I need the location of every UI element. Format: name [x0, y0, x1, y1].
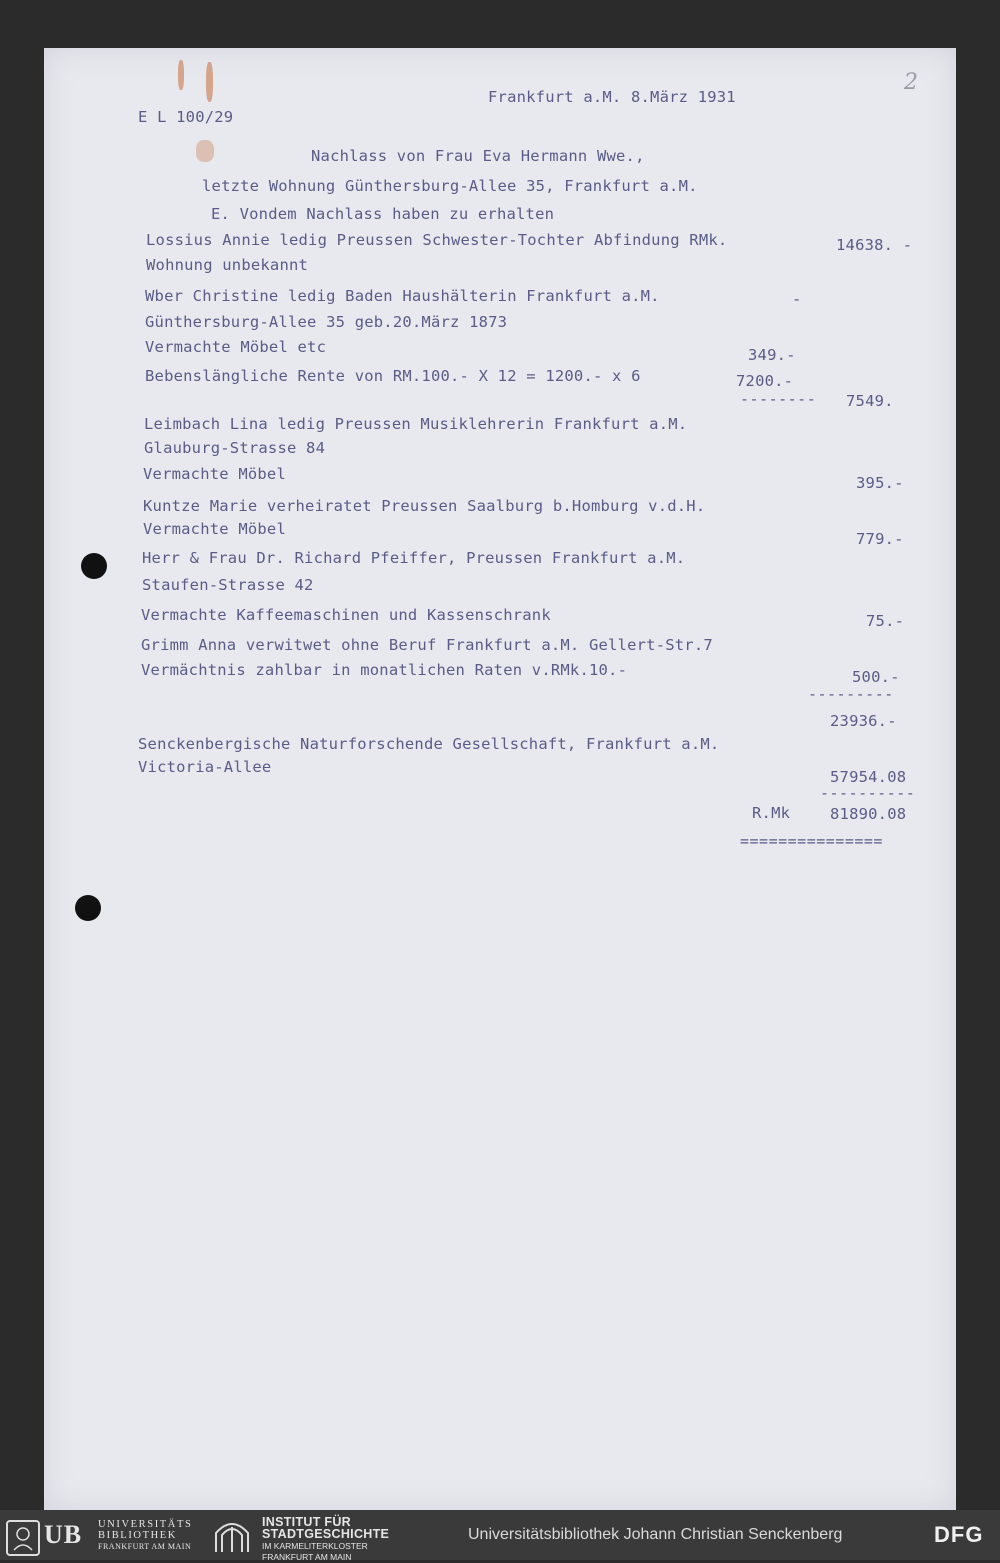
total-label: R.Mk: [752, 804, 791, 822]
punch-hole: [75, 895, 101, 921]
entry-text: Günthersburg-Allee 35 geb.20.März 1873: [145, 313, 508, 331]
entry-text: Vermachte Kaffeemaschinen und Kassenschrank: [141, 606, 551, 624]
heading-recipients: E. Vondem Nachlass haben zu erhalten: [211, 205, 555, 223]
subtotal-amount: 23936.-: [830, 712, 897, 730]
entry-amount: 57954.08: [830, 768, 907, 786]
double-rule: ===============: [740, 832, 883, 850]
entry-text: Grimm Anna verwitwet ohne Beruf Frankfurt a.M. Gellert-Str.7: [141, 636, 713, 654]
entry-text: Lossius Annie ledig Preussen Schwester-Tochter Abfindung RMk.: [146, 231, 728, 249]
entry-text: Wohnung unbekannt: [146, 256, 309, 274]
ub-logo-mark: UB: [44, 1520, 83, 1549]
entry-amount: 500.-: [852, 668, 900, 686]
entry-text: Glauburg-Strasse 84: [144, 439, 326, 457]
ub-emblem-icon: [6, 1520, 40, 1556]
entry-sub-amount: 7200.-: [736, 372, 794, 390]
entry-text: Bebenslängliche Rente von RM.100.- X 12 = 1200.- x 6: [145, 367, 641, 385]
entry-text: Vermachte Möbel etc: [145, 338, 327, 356]
sub-rule: --------: [740, 390, 817, 408]
total-amount: 81890.08: [830, 805, 907, 823]
footer-bar: [0, 1510, 1000, 1560]
sum-rule: ----------: [820, 784, 916, 802]
entry-text: Senckenbergische Naturforschende Gesellschaft, Frankfurt a.M.: [138, 735, 720, 753]
isg-name: INSTITUT FÜR STADTGESCHICHTE IM KARMELITERKLOSTER FRANKFURT AM MAIN: [262, 1515, 390, 1562]
entry-text: Leimbach Lina ledig Preussen Musiklehrerin Frankfurt a.M.: [144, 415, 688, 433]
isg-arch-icon: [212, 1519, 252, 1553]
entry-text: Victoria-Allee: [138, 758, 272, 776]
rust-stain: [206, 62, 213, 102]
rust-stain: [178, 60, 184, 90]
entry-text: Wber Christine ledig Baden Haushälterin Frankfurt a.M.: [145, 287, 660, 305]
entry-amount: 14638. -: [836, 236, 913, 254]
entry-amount: 75.-: [866, 612, 905, 630]
entry-amount: 779.-: [856, 530, 904, 548]
heading-address: letzte Wohnung Günthersburg-Allee 35, Frankfurt a.M.: [202, 177, 698, 195]
rust-stain: [196, 140, 214, 162]
dfg-logo: DFG: [934, 1522, 984, 1547]
punch-hole: [81, 553, 107, 579]
entry-text: Vermachte Möbel: [143, 520, 286, 538]
entry-text: Herr & Frau Dr. Richard Pfeiffer, Preussen Frankfurt a.M.: [142, 549, 686, 567]
entry-text: Vermachte Möbel: [143, 465, 286, 483]
ub-name: UNIVERSITÄTS BIBLIOTHEK FRANKFURT AM MAIN: [98, 1519, 193, 1551]
sum-rule: ---------: [808, 685, 894, 703]
heading-estate: Nachlass von Frau Eva Hermann Wwe.,: [311, 147, 645, 165]
entry-amount: 7549.: [846, 392, 894, 410]
place-date: Frankfurt a.M. 8.März 1931: [488, 88, 736, 106]
entry-text: Kuntze Marie verheiratet Preussen Saalburg b.Homburg v.d.H.: [143, 497, 706, 515]
page-number: 2: [904, 70, 918, 95]
library-name: Universitätsbibliothek Johann Christian Senckenberg: [468, 1526, 843, 1543]
entry-amount: 395.-: [856, 474, 904, 492]
file-reference: E L 100/29: [138, 108, 234, 126]
entry-dash: -: [792, 290, 802, 308]
entry-sub-amount: 349.-: [748, 346, 796, 364]
entry-text: Staufen-Strasse 42: [142, 576, 314, 594]
entry-text: Vermächtnis zahlbar in monatlichen Raten v.RMk.10.-: [141, 661, 628, 679]
